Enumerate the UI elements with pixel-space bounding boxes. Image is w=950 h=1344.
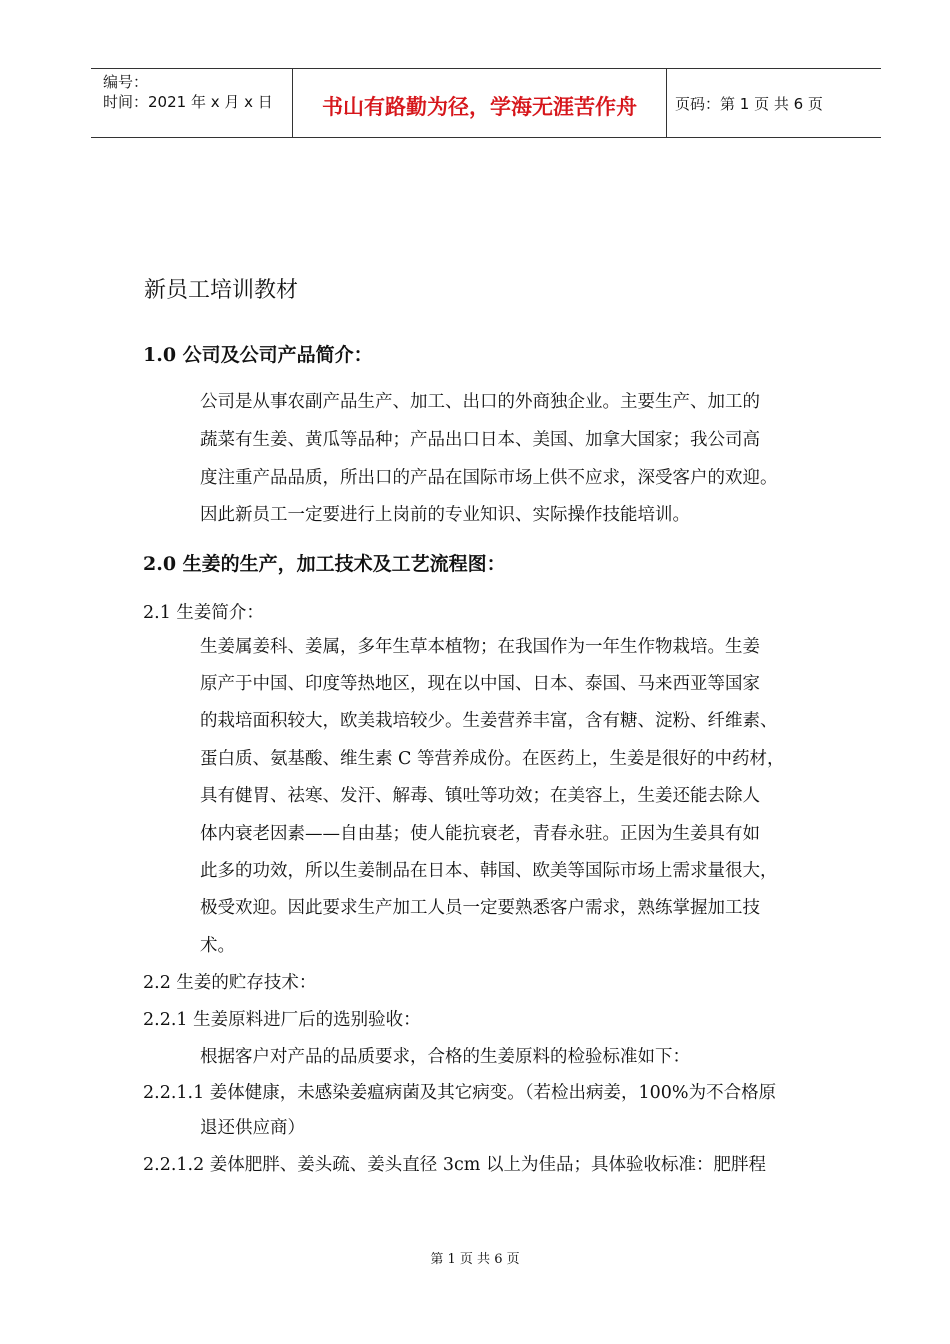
section-2-2-heading: 2.2 生姜的贮存技术： xyxy=(143,973,317,993)
document-number-label: 编号： xyxy=(103,73,149,91)
section-2-2-1-text: 根据客户对产品的品质要求，合格的生姜原料的检验标准如下： xyxy=(200,1047,690,1067)
header-motto: 书山有路勤为径，学海无涯苦作舟 xyxy=(322,95,637,119)
section-2-1-line: 原产于中国、印度等热地区，现在以中国、日本、泰国、马来西亚等国家 xyxy=(200,674,760,694)
section-2-1-line: 的栽培面积较大，欧美栽培较少。生姜营养丰富，含有糖、淀粉、纤维素、 xyxy=(200,711,778,731)
header-page-number: 页码：第 1 页 共 6 页 xyxy=(675,95,823,113)
section-1-line: 公司是从事农副产品生产、加工、出口的外商独企业。主要生产、加工的 xyxy=(200,392,760,412)
section-2-2-1-1-line: 退还供应商） xyxy=(200,1118,305,1138)
header-meta-cell xyxy=(91,69,292,137)
page-footer-number: 第 1 页 共 6 页 xyxy=(430,1252,520,1267)
section-2-2-1-heading: 2.2.1 生姜原料进厂后的选别验收： xyxy=(143,1010,421,1030)
section-2-1-line: 具有健胃、祛寒、发汗、解毒、镇吐等功效；在美容上，生姜还能去除人 xyxy=(200,786,760,806)
section-2-2-1-1-line: 2.2.1.1 姜体健康，未感染姜瘟病菌及其它病变。（若检出病姜，100%为不合格原 xyxy=(143,1083,777,1103)
section-1-line: 度注重产品品质，所出口的产品在国际市场上供不应求，深受客户的欢迎。 xyxy=(200,468,778,488)
section-2-1-line: 此多的功效，所以生姜制品在日本、韩国、欧美等国际市场上需求量很大， xyxy=(200,861,778,881)
page-header xyxy=(91,68,881,138)
section-2-1-heading: 2.1 生姜简介： xyxy=(143,603,264,623)
section-2-1-line: 术。 xyxy=(200,936,235,956)
document-time-label: 时间：2021 年 x 月 x 日 xyxy=(103,93,273,111)
section-1-heading: 1.0 公司及公司产品简介： xyxy=(143,344,373,366)
section-1-line: 蔬菜有生姜、黄瓜等品种；产品出口日本、美国、加拿大国家；我公司高 xyxy=(200,430,760,450)
section-2-1-line: 极受欢迎。因此要求生产加工人员一定要熟悉客户需求，熟练掌握加工技 xyxy=(200,898,760,918)
section-2-2-1-2-line: 2.2.1.2 姜体肥胖、姜头疏、姜头直径 3cm 以上为佳品；具体验收标准：肥胖程 xyxy=(143,1155,766,1175)
section-1-line: 因此新员工一定要进行上岗前的专业知识、实际操作技能培训。 xyxy=(200,505,690,525)
section-2-1-line: 体内衰老因素——自由基；使人能抗衰老，青春永驻。正因为生姜具有如 xyxy=(200,824,760,844)
header-page-cell xyxy=(666,69,881,137)
section-2-1-line: 蛋白质、氨基酸、维生素 C 等营养成份。在医药上，生姜是很好的中药材， xyxy=(200,749,785,769)
header-motto-cell xyxy=(292,69,667,137)
section-2-heading: 2.0 生姜的生产，加工技术及工艺流程图： xyxy=(143,553,506,575)
document-title: 新员工培训教材 xyxy=(144,278,299,303)
section-2-1-line: 生姜属姜科、姜属，多年生草本植物；在我国作为一年生作物栽培。生姜 xyxy=(200,637,760,657)
